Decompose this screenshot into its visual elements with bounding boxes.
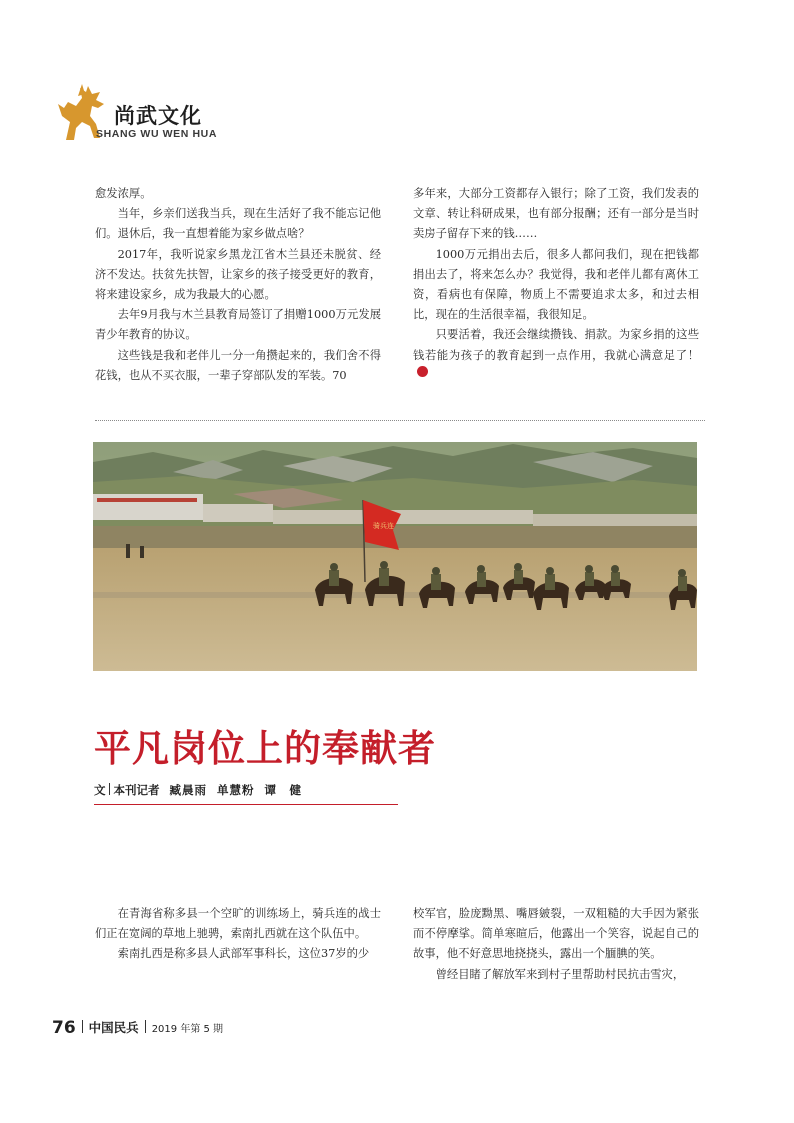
byline-rule — [94, 804, 398, 805]
section-title: 尚武文化 — [114, 104, 202, 128]
paragraph: 校军官，脸庞黝黑、嘴唇皴裂，一双粗糙的大手因为紧张而不停摩挲。简单寒暄后，他露出一个笑容，说起自己的故事，他不好意思地挠挠头，露出一个腼腆的笑。 — [413, 907, 699, 961]
cavalry-photo — [93, 442, 697, 671]
section-title-pinyin: SHANG WU WEN HUA — [96, 128, 218, 140]
svg-text:骑兵连: 骑兵连 — [373, 522, 394, 530]
byline — [94, 782, 302, 798]
top-article-left-column — [95, 184, 381, 386]
paragraph: 1000万元捐出去后，很多人都问我们，现在把钱都捐出去了，将来怎么办？我觉得，我和老伴儿都有离休工资，看病也有保障，物质上不需要追求太多，和过去相比，现在的生活很幸福，我很知足。 — [413, 247, 699, 322]
article-end-mark-icon — [417, 366, 428, 377]
top-article-right-column — [413, 184, 699, 386]
byline-separator — [109, 783, 110, 795]
byline-role: 本刊记者 — [113, 783, 160, 797]
footer-separator — [82, 1020, 83, 1033]
page-number: 76 — [52, 1018, 76, 1038]
author-name: 臧晨雨 — [169, 783, 207, 797]
paragraph: 愈发浓厚。 — [95, 187, 152, 200]
article-headline: 平凡岗位上的奉献者 — [94, 727, 436, 770]
paragraph-last — [413, 325, 699, 386]
footer-separator — [145, 1020, 146, 1033]
section-header — [52, 82, 252, 146]
paragraph: 当年，乡亲们送我当兵，现在生活好了我不能忘记他们。退休后，我一直想着能为家乡做点啥？ — [95, 207, 381, 241]
paragraph: 这些钱是我和老伴儿一分一角攒起来的，我们舍不得花钱，也从不买衣服，一辈子穿部队发的军装。70 — [95, 348, 381, 382]
author-name: 谭 健 — [264, 783, 302, 797]
paragraph: 索南扎西是称多县人武部军事科长，这位37岁的少 — [117, 947, 370, 961]
magazine-name: 中国民兵 — [88, 1020, 139, 1035]
paragraph: 在青海省称多县一个空旷的训练场上，骑兵连的战士们正在宽阔的草地上驰骋，索南扎西就在这个队伍中。 — [95, 907, 381, 941]
byline-prefix: 文 — [94, 783, 106, 797]
feature-left-column — [95, 904, 381, 965]
cavalry-photo-illustration — [93, 442, 697, 671]
paragraph: 2017年，我听说家乡黑龙江省木兰县还未脱贫、经济不发达。扶贫先扶智，让家乡的孩子接受更好的教育，将来建设家乡，成为我最大的心愿。 — [95, 247, 381, 302]
page-footer — [52, 1017, 223, 1038]
feature-right-column — [413, 904, 699, 985]
issue-info: 2019 年第 5 期 — [151, 1024, 224, 1035]
author-name: 单慧粉 — [217, 783, 255, 797]
paragraph: 去年9月我与木兰县教育局签订了捐赠1000万元发展青少年教育的协议。 — [95, 308, 381, 342]
paragraph: 曾经目睹了解放军来到村子里帮助村民抗击雪灾， — [435, 967, 685, 981]
paragraph: 多年来，大部分工资都存入银行；除了工资，我们发表的文章、转让科研成果，也有部分报酬；还有一部分是当时卖房子留存下来的钱…… — [413, 187, 699, 241]
section-divider — [95, 420, 705, 421]
paragraph-text: 只要活着，我还会继续攒钱、捐款。为家乡捐的这些钱若能为孩子的教育起到一点作用，我就心满意足了！ — [413, 328, 699, 362]
